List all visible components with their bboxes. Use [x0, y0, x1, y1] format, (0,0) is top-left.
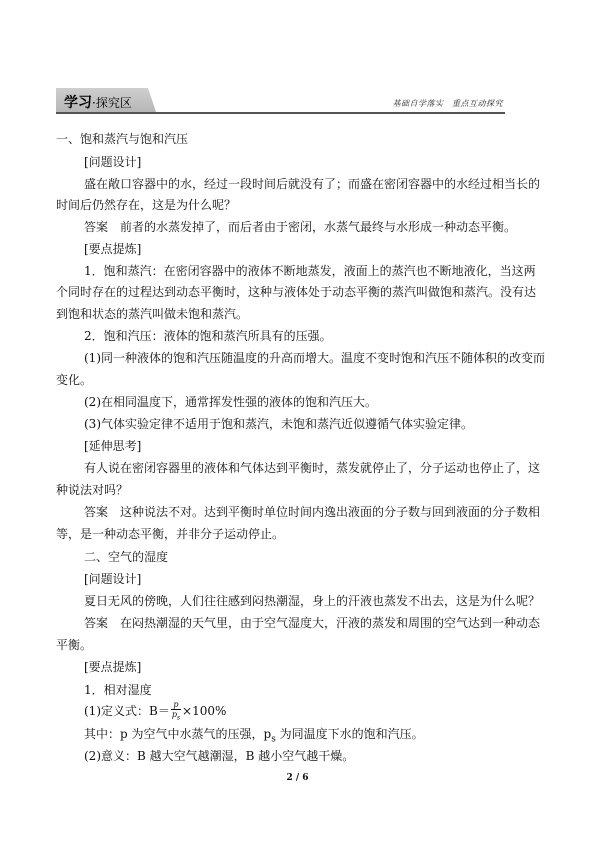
- section1-question-line: 时间后仍然存在，这是为什么呢？: [56, 198, 237, 212]
- paragraph-line: (1)同一种液体的饱和汽压随温度的升高而增大。温度不变时饱和汽压不随体积的改变而: [84, 351, 546, 365]
- paragraph-line: (3)气体实验定律不适用于饱和蒸汽，未饱和蒸汽近似遵循气体实验定律。: [84, 417, 474, 431]
- section2-question-line: 夏日无风的傍晚，人们往往感到闷热潮湿，身上的汗液也蒸发不出去，这是为什么呢？: [84, 594, 541, 608]
- section2-question-design-label: [问题设计]: [84, 572, 142, 586]
- section1-answer-2: 答案 这种说法不对。达到平衡时单位时间内逸出液面的分子数与回到液面的分子数相: [84, 505, 541, 519]
- section1-answer-2: 等，是一种动态平衡，并非分子运动停止。: [56, 527, 285, 541]
- extension-line: 种说法对吗？: [56, 483, 129, 497]
- fraction-denominator: $p_s$: [171, 710, 181, 722]
- section2-answer: 答案 在闷热潮湿的天气里，由于空气湿度大，汗液的蒸发和周围的空气达到一种动态: [84, 616, 541, 630]
- formula-explanation: 其中：p 为空气中水蒸气的压强，$p_s$ 为同温度下水的饱和汽压。: [84, 727, 424, 745]
- section2-heading: 二、空气的湿度: [84, 550, 169, 564]
- section1-answer: 答案 前者的水蒸发掉了，而后者由于密闭，水蒸气最终与水形成一种动态平衡。: [84, 220, 517, 234]
- paragraph-line: 到饱和状态的蒸汽叫做未饱和蒸汽。: [56, 307, 249, 321]
- formula-fraction: [171, 700, 181, 723]
- header-title-sub: ·探究区: [92, 96, 132, 110]
- paragraph-line: 变化。: [56, 373, 93, 387]
- section1-extension-label: [延伸思考]: [84, 439, 142, 453]
- section1-heading: 一、饱和蒸汽与饱和汽压: [56, 132, 189, 146]
- formula-prefix: (1)定义式：B＝: [84, 704, 170, 718]
- section1-key-points-label: [要点提炼]: [84, 242, 142, 256]
- paragraph-line: (2)在相同温度下，通常挥发性强的液体的饱和汽压大。: [84, 395, 378, 409]
- section2-answer: 平衡。: [56, 638, 93, 652]
- extension-line: 有人说在密闭容器里的液体和气体达到平衡时，蒸发就停止了，分子运动也停止了，这: [84, 461, 541, 475]
- section1-question-line: 盛在敞口容器中的水，经过一段时间后就没有了；而盛在密闭容器中的水经过相当长的: [84, 177, 541, 191]
- paragraph-line: 个同时存在的过程达到动态平衡时，这种与液体处于动态平衡的蒸汽叫做饱和蒸汽。没有达: [56, 285, 537, 299]
- header-rule: [56, 112, 505, 114]
- section2-key-points-label: [要点提炼]: [84, 660, 142, 674]
- header-right-text: 基础自学落实 重点互动探究: [392, 99, 503, 108]
- header-title-main: 学习: [64, 95, 92, 111]
- section-header: [56, 88, 505, 114]
- definition-formula: [84, 700, 226, 722]
- humidity-meaning: (2)意义：B 越大空气越潮湿，B 越小空气越干燥。: [84, 749, 355, 763]
- paragraph-line: 1．饱和蒸汽：在密闭容器中的液体不断地蒸发，液面上的蒸汽也不断地液化，当这两: [84, 264, 536, 278]
- paragraph-line: 2．饱和汽压：液体的饱和蒸汽所具有的压强。: [84, 329, 332, 343]
- header-title: [64, 92, 132, 112]
- formula-suffix: ×100%: [182, 704, 227, 718]
- relative-humidity-title: 1．相对湿度: [84, 683, 152, 697]
- section1-question-design-label: [问题设计]: [84, 155, 142, 169]
- fraction-numerator: p: [171, 700, 181, 710]
- page-number: 2 / 6: [286, 773, 309, 783]
